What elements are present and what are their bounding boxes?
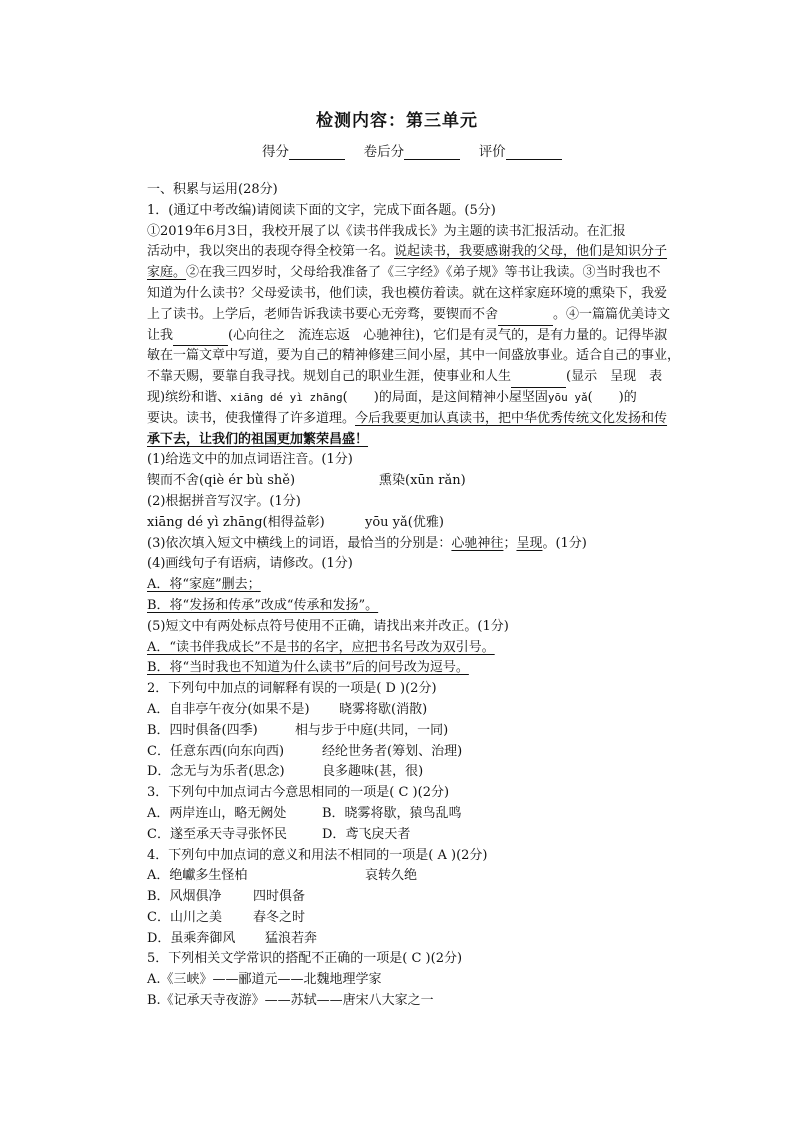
answer-text: A．将“家庭”删去； [147,577,261,593]
option-text: 经纶世务者(筹划、治理) [322,743,463,759]
exam-content [147,180,681,1012]
option-text: A．两岸连山，略无阙处 [147,805,287,821]
q1-sub5-answer-b [147,658,657,679]
pinyin-text: xiāng dé yì zhāng [230,390,343,404]
question-text: 。(1分) [542,535,587,551]
passage-line: 敏在一篇文章中写道，要为自己的精神修建三间小屋，其中一间盛放事业。适合自己的事业， [147,348,681,364]
q5-stem: 5．下列相关文学常识的搭配不正确的一项是( C )(2分) [147,951,463,967]
score-bar [262,140,562,160]
q3-options-cd [147,825,657,846]
passage-line [147,305,671,326]
score-blank[interactable] [289,145,345,160]
q1-stem: 1．(通辽中考改编)请阅读下面的文字，完成下面各题。(5分) [147,202,496,218]
answer-text: 熏染(xūn rǎn) [379,473,466,489]
passage-text: 现)缤纷和谐、 [147,389,231,405]
option-text: B．风烟俱净 [147,889,222,905]
answer-text: 锲而不舍(qiè ér bù shě) [147,473,296,489]
pinyin-text: yōu yǎ [547,390,588,404]
final-score-blank[interactable] [404,145,460,160]
fill-blank[interactable] [511,373,566,388]
q4-stem: 4．下列句中加点词的意义和用法不相同的一项是( A )(2分) [147,847,488,863]
passage-text: (显示 呈现 表 [566,369,663,385]
q1-sub5: (5)短文中有两处标点符号使用不正确，请找出来并改正。(1分) [147,618,509,634]
q1-sub1-answer [147,471,657,492]
option-text: 春冬之时 [253,909,306,925]
answer-text: yōu yǎ(优雅) [365,514,444,530]
passage-line [147,367,663,388]
evaluation-blank[interactable] [506,145,562,160]
passage-line [147,326,668,347]
option-text: B．晓雾将歇，猿鸟乱鸣 [322,805,462,821]
underlined-sentence: 家庭。 [147,265,187,281]
passage-line [147,242,668,263]
answer-text: A．“读书伴我成长”不是书的名字，应把书名号改为双引号。 [147,639,495,655]
question-text: ； [503,535,517,551]
underlined-sentence: 说起读书，我要感谢我的父母，他们是知识分子 [394,244,668,260]
passage-text: 上了读书。上学后，老师告诉我读书要心无旁骛，要锲而不舍 [147,306,499,322]
answer-text: 心驰神往 [451,535,504,551]
q2-option-d [147,762,657,783]
q5-option-b: B.《记承天寺夜游》——苏轼——唐宋八大家之一 [147,993,434,1009]
option-text: D．念无与为乐者(思念) [147,764,285,780]
q2-option-b [147,721,657,742]
q3-stem: 3．下列句中加点词古今意思相同的一项是( C )(2分) [147,785,450,801]
option-text: 晓雾将歇(消散) [339,701,428,717]
option-text: C．任意东西(向东向西) [147,743,285,759]
option-text: C．山川之美 [147,909,222,925]
q1-sub2: (2)根据拼音写汉字。(1分) [147,493,301,509]
passage-text: ( )的局面，是这间精神小屋坚固 [342,389,548,405]
underlined-sentence: 承下去，让我们的祖国更加繁荣昌盛！ [147,431,369,447]
passage-text: 不靠天赐，要靠自我寻找。规划自己的职业生涯，使事业和人生 [147,369,512,385]
passage-line: 知道为什么读书？父母爱读书，他们读，我也模仿着读。就在这样家庭环境的熏染下，我爱 [147,285,668,301]
answer-text: 呈现 [516,535,543,551]
option-text: 良多趣味(甚，很) [322,764,424,780]
passage-text: ②在我三四岁时，父母给我准备了《三字经》《弟子规》等书让我读。③当时我也不 [186,265,661,281]
passage-text: 让我 [147,327,174,343]
evaluation-label: 评价 [478,144,506,160]
underlined-sentence: 今后我要更加认真读书，把中华优秀传统文化发扬和传 [355,410,668,426]
option-text: D．虽乘奔御风 [147,930,236,946]
final-score-label: 卷后分 [363,144,405,160]
option-text: A．自非亭午夜分(如果不是) [147,701,310,717]
answer-text: xiāng dé yì zhāng(相得益彰) [147,514,325,530]
passage-text: ( )的 [587,389,637,405]
passage-text: 活动中，我以突出的表现夺得全校第一名。 [147,244,395,260]
passage-line [147,430,657,451]
q4-option-c [147,908,657,929]
q2-stem: 2．下列句中加点的词解释有误的一项是( D )(2分) [147,681,437,697]
option-text: B．四时俱备(四季) [147,722,258,738]
q1-sub2-answer [147,513,657,534]
option-text: C．遂至承天寺寻张怀民 [147,826,287,842]
option-text: 四时俱备 [253,889,306,905]
option-text: D．鸢飞戾天者 [322,826,411,842]
page-title: 检测内容：第三单元 [316,111,478,131]
passage-text: (心向往之 流连忘返 心驰神往)，它们是有灵气的，是有力量的。记得毕淑 [228,327,668,343]
fill-blank[interactable] [173,331,228,346]
passage-line [147,388,657,409]
q1-sub3 [147,534,657,555]
q3-options-ab [147,804,657,825]
option-text: 相与步于中庭(共同，一同) [295,722,449,738]
q1-sub5-answer-a [147,638,657,659]
q2-option-c [147,742,657,763]
q1-sub4: (4)画线句子有语病，请修改。(1分) [147,556,353,572]
q4-option-d [147,929,657,950]
answer-text: B．将“当时我也不知道为什么读书”后的问号改为逗号。 [147,660,469,676]
option-text: 哀转久绝 [365,868,418,884]
passage-line [147,409,668,430]
q5-option-a: A.《三峡》——郦道元——北魏地理学家 [147,972,382,988]
fill-blank[interactable] [498,311,553,326]
option-text: A．绝巘多生怪柏 [147,868,248,884]
score-label: 得分 [262,144,289,160]
section-heading: 一、积累与运用(28分) [147,182,278,197]
answer-text: B．将“发扬和传承”改成“传承和发扬”。 [147,597,379,613]
q4-option-b [147,887,657,908]
passage-line: ①2019年6月3日，我校开展了以《读书伴我成长》为主题的读书汇报活动。在汇报 [147,223,626,239]
question-text: (3)依次填入短文中横线上的词语，最恰当的分别是： [147,535,452,551]
option-text: 猛浪若奔 [265,930,318,946]
passage-text: 要诀。读书，使我懂得了许多道理。 [147,410,356,426]
passage-text: 。④一篇篇优美诗文 [553,306,671,322]
q1-sub4-answer-b [147,596,657,617]
q1-sub4-answer-a [147,575,657,596]
q1-sub1: (1)给选文中的加点词语注音。(1分) [147,452,353,468]
q2-option-a [147,700,657,721]
q4-option-a [147,866,657,887]
passage-line [147,263,661,284]
